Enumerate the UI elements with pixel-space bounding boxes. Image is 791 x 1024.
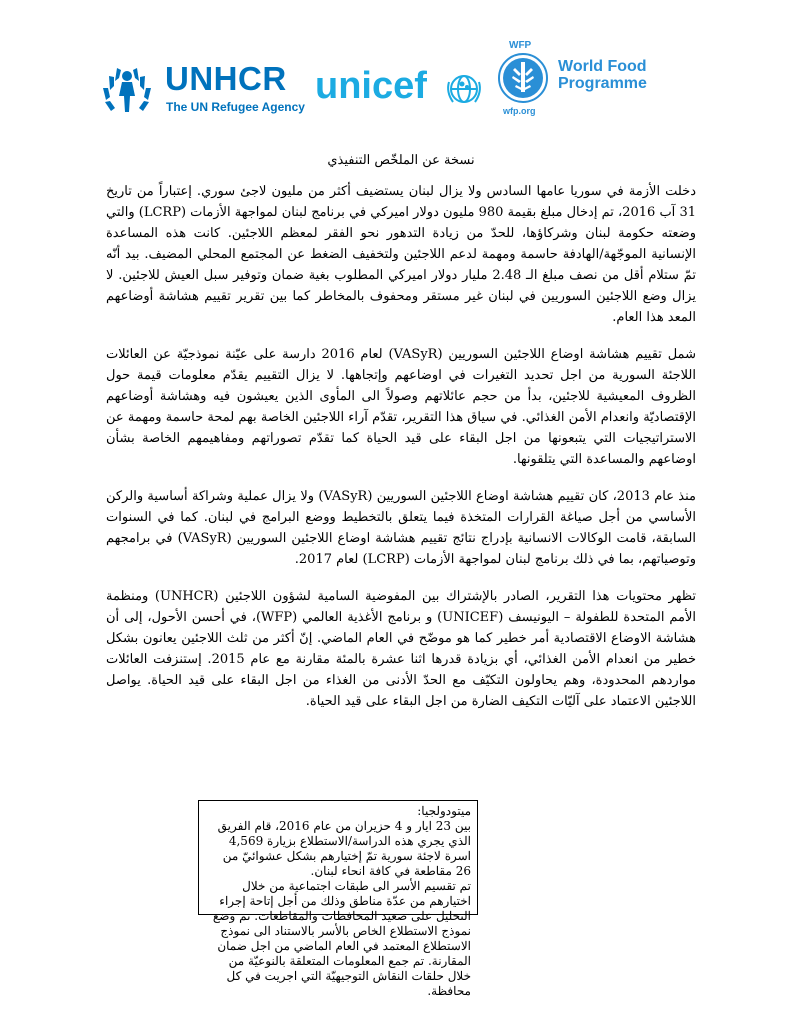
document-body xyxy=(106,153,696,728)
wfp-logo xyxy=(495,40,695,125)
unhcr-logo xyxy=(95,60,305,120)
unhcr-emblem-icon xyxy=(95,60,159,118)
paragraph-intro: دخلت الأزمة في سوريا عامها السادس ولا يزال لبنان يستضيف أكثر من مليون لاجئ سوري. إعتباراً من تاريخ 31 آب 2016، تم إدخال مبلغ بقيمة 980 مليون دولار اميركي في برنامج لبنان لمواجهة الأزمات (LCRP) والتي وضعته حكومة لبنان وشركاؤها، للحدّ من زيادة التدهور نحو الفقر لمعظم اللاجئين. كانت هذه المساعدة الإنسانية الموجّهة/الهادفة حاسمة ومهمة لدعم اللاجئين ولتخفيف الضغط عن المجتمع المحلي المضيف. بيد أنّه تمّ ستلام أقل من نصف مبلغ الـ 2.48 مليار دولار اميركي المطلوب بغية ضمان وتوفير سبل العيش للاجئين. لا يزال وضع اللاجئين السوريين في لبنان غير مستقر ومحفوف بالمخاطر كما بين تقرير تقييم هشاشة أوضاعهم المعد هذا العام. xyxy=(106,184,696,325)
wfp-name-line1: World Food xyxy=(558,58,647,75)
wfp-wordmark xyxy=(558,58,647,92)
logo-header xyxy=(0,40,791,125)
methodology-text-stratification: تم تقسيم الأسر الى طبقات اجتماعية من خلال اختيارهم من عدّة مناطق وذلك من أجل إتاحة إجراء التحليل على صعيد المحافظات والمقاطعات. تم وضع نموذج الاستطلاع الخاص بالأسر بالاستناد الى نموذج الاستطلاع المعتمد في العام الماضي من اجل ضمان المقارنة. تم جمع المعلومات المتعلقة بالنوعيّة من خلال حلقات النقاش التوجيهيّة التي اجريت في كل محافظة. xyxy=(212,879,471,998)
methodology-text-sampling: بين 23 ايار و 4 حزيران من عام 2016، قام الفريق الذي يجري هذه الدراسة/الاستطلاع بزيارة 4,569 اسرة لاجئة سورية تمّ إختيارهم بشكل عشوائيّ من 26 مقاطعة في كافة انحاء لبنان. xyxy=(217,819,471,878)
paragraph-findings: تظهر محتويات هذا التقرير، الصادر بالإشتراك بين المفوضية السامية لشؤون اللاجئين (UNHCR) ومنظمة الأمم المتحدة للطفولة – اليونيسف (UNICEF) و برنامج الأغذية العالمي (WFP)، في أحسن الأحول، إلى أن هشاشة الاوضاع الاقتصادية أمر خطير كما هو موضّح في العام الماضي. إنّ أكثر من ثلث اللاجئين يعانون بشكل خطير من انعدام الأمن الغذائي، أي بزيادة قدرها اثنا عشرة بالمئة مقارنة مع عام 2015. إستنزفت العائلات مواردهم المحدودة، وهم يحاولون التكيّف مع الحدّ الأدنى من الغذاء من اجل البقاء على قيد الحياة. يواصل اللاجئين الاعتماد على آليّات التكيف الضارة من اجل البقاء على قيد الحياة. xyxy=(106,589,696,709)
document-title: نسخة عن الملخّص التنفيذي xyxy=(327,153,475,168)
paragraph-vasyr-scope: شمل تقييم هشاشة اوضاع اللاجئين السوريين (VASyR) لعام 2016 دارسة على عيّنة نموذجيّة عن العائلات اللاجئة السورية من اجل تحديد التغيرات في اوضاعهم وإتجاهها. لا يزال التقييم يقدّم معلومات قيمة حول الظروف المعيشية للاجئين، بدأ من حجم عائلاتهم وصولاً الى المأوى الذين يعيشون فيه وهشاشة أوضاعهم الإقتصاديّة وانعدام الأمن الغذائي. في سياق هذا التقرير، تقدّم آراء اللاجئين الخاصة بهم لمحة حاسمة ومهمة عن الاستراتيجيات التي يتبعونها من اجل البقاء على قيد الحياة كما تقدّم تصوراتهم ومفاهيمهم الخاصة بشأن اوضاعهم والمساعدة التي يتلقونها. xyxy=(106,347,696,467)
wfp-top-label: WFP xyxy=(509,40,532,51)
unhcr-tagline: The UN Refugee Agency xyxy=(166,100,305,114)
wfp-wreath-icon xyxy=(497,52,549,104)
wfp-url-label: wfp.org xyxy=(503,106,536,116)
unicef-logo xyxy=(315,64,490,116)
wfp-name-line2: Programme xyxy=(558,75,647,92)
unicef-globe-icon xyxy=(445,70,483,108)
methodology-box xyxy=(198,800,478,998)
paragraph-vasyr-history: منذ عام 2013، كان تقييم هشاشة اوضاع اللاجئين السوريين (VASyR) ولا يزال عملية وشراكة أساسية والركن الأساسي من أجل صياغة القرارات المتخذة فيما يتعلق بالتخطيط ووضع البرامج في لبنان. كما في السنوات السابقة، قامت الوكالات الانسانية بإدراج نتائج تقييم هشاشة اوضاع اللاجئين السوريين (VASyR) في برامجهم وتوصياتهم، بما في ذلك برنامج لبنان لمواجهة الأزمات (LCRP) لعام 2017. xyxy=(106,489,696,567)
unicef-wordmark: unicef xyxy=(315,65,427,107)
unhcr-wordmark: UNHCR xyxy=(165,60,287,97)
methodology-heading: ميتودولجيا: xyxy=(417,804,471,818)
